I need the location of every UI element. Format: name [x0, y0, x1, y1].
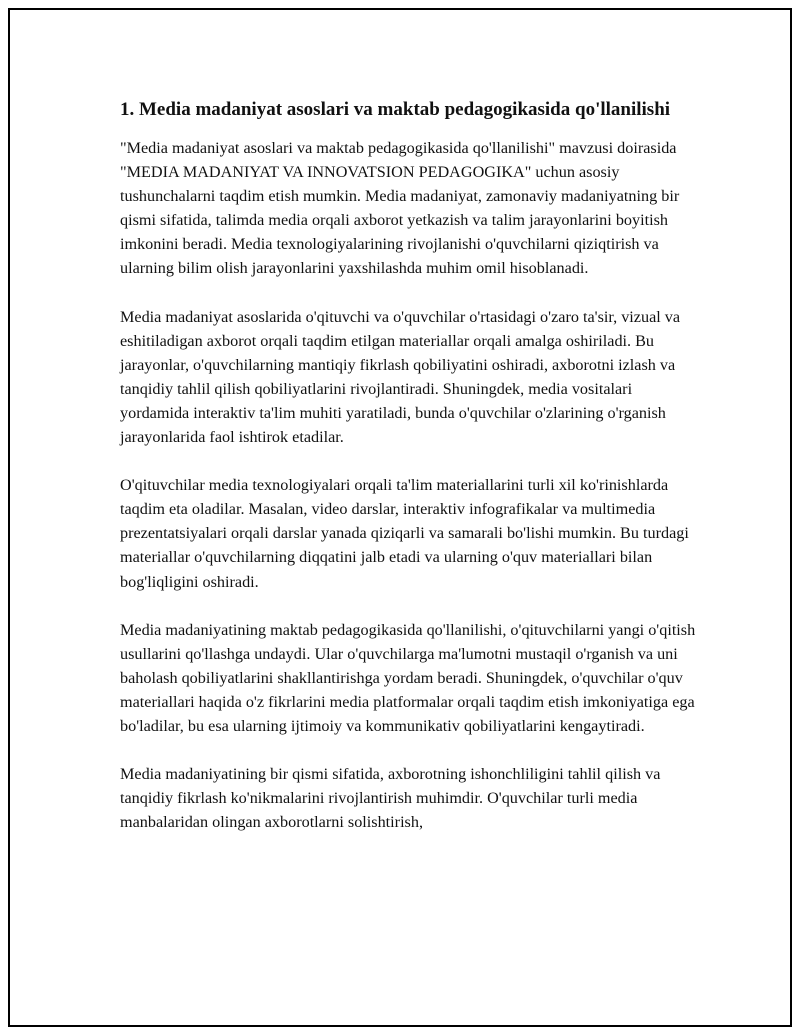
- page-frame: [8, 8, 792, 1027]
- paragraph-3: O'qituvchilar media texnologiyalari orqali ta'lim materiallarini turli xil ko'rinishlarda taqdim eta oladilar. Masalan, video darslar, interaktiv infografikalar va multimedia prezentatsiyalari orqali darslar yanada qiziqarli va samarali bo'lishi mumkin. Bu turdagi materiallar o'quvchilarning diqqatini jalb etadi va ularning o'quv materiallari bilan bog'liqligini oshiradi.: [120, 476, 689, 591]
- paragraph-4: Media madaniyatining maktab pedagogikasida qo'llanilishi, o'qituvchilarni yangi o'qitish usullarini qo'llashga undaydi. Ular o'quvchilarga ma'lumotni mustaqil o'rganish va uni baholash qobiliyatlarini shakllantirishga yordam beradi. Shuningdek, o'quvchilar o'quv materiallari haqida o'z fikrlarini media platformalar orqali taqdim etish imkoniyatiga ega bo'ladilar, bu esa ularning ijtimoiy va kommunikativ qobiliyatlarini kengaytiradi.: [120, 620, 696, 735]
- section-heading: 1. Media madaniyat asoslari va maktab pedagogikasida qo'llanilishi: [120, 99, 671, 120]
- paragraph-2: Media madaniyat asoslarida o'qituvchi va o'quvchilar o'rtasidagi o'zaro ta'sir, vizual va eshitiladigan axborot orqali taqdim etilgan materiallar orqali amalga oshiriladi. Bu jarayonlar, o'quvchilarning mantiqiy fikrlash qobiliyatini oshiradi, axborotni izlash va tanqidiy tahlil qilish qobiliyatlarini rivojlantiradi. Shuningdek, media vositalari yordamida interaktiv ta'lim muhiti yaratiladi, bunda o'quvchilar o'zlarining o'rganish jarayonlarida faol ishtirok etadilar.: [120, 307, 681, 447]
- paragraph-5: Media madaniyatining bir qismi sifatida, axborotning ishonchliligini tahlil qilish va tanqidiy fikrlash ko'nikmalarini rivojlantirish muhimdir. O'quvchilar turli media manbalaridan olingan axborotlarni solishtirish,: [120, 765, 661, 832]
- document-body: [120, 97, 700, 858]
- paragraph-1: "Media madaniyat asoslari va maktab pedagogikasida qo'llanilishi" mavzusi doirasida "MEDIA MADANIYAT VA INNOVATSION PEDAGOGIKA" uchun asosiy tushunchalarni taqdim etish mumkin. Media madaniyat, zamonaviy madaniyatning bir qismi sifatida, talimda media orqali axborot yetkazish va talim jarayonlarini boyitish imkonini beradi. Media texnologiyalarining rivojlanishi o'quvchilarni qiziqtirish va ularning bilim olish jarayonlarini yaxshilashda muhim omil hisoblanadi.: [120, 139, 680, 278]
